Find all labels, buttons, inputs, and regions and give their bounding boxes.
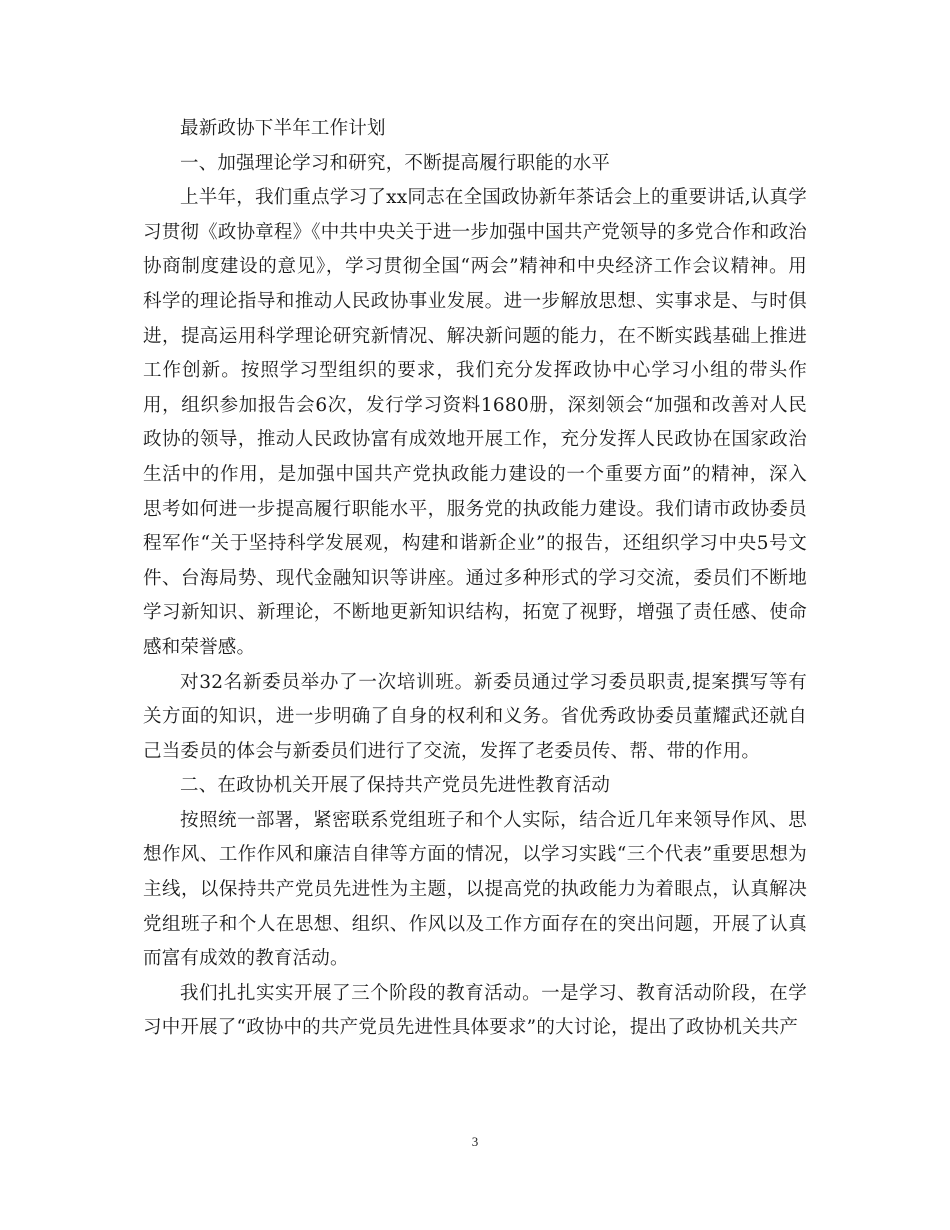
document-body — [143, 112, 807, 1046]
section-heading-2: 二、在政协机关开展了保持共产党员先进性教育活动 — [180, 775, 611, 797]
document-title: 最新政协下半年工作计划 — [180, 118, 386, 139]
section-heading-1: 一、加强理论学习和研究，不断提高履行职能的水平 — [180, 152, 611, 174]
body-paragraph: 对32名新委员举办了一次培训班。新委员通过学习委员职责,提案撰写等有关方面的知识，进一步明确了自身的权利和义务。省优秀政协委员董耀武还就自己当委员的体会与新委员们进行了交流，发挥了老委员传、帮、带的作用。 — [143, 671, 807, 762]
page-number: 3 — [471, 1134, 479, 1149]
body-paragraph: 我们扎扎实实开展了三个阶段的教育活动。一是学习、教育活动阶段，在学习中开展了“政协中的共产党员先进性具体要求”的大讨论，提出了政协机关共产 — [143, 982, 807, 1039]
body-paragraph: 上半年，我们重点学习了xx同志在全国政协新年茶话会上的重要讲话,认真学习贯彻《政协章程》《中共中央关于进一步加强中国共产党领导的多党合作和政治协商制度建设的意见》，学习贯彻全国“两会”精神和中央经济工作会议精神。用科学的理论指导和推动人民政协事业发展。进一步解放思想、实事求是、与时俱进，提高运用科学理论研究新情况、解决新问题的能力，在不断实践基础上推进工作创新。按照学习型组织的要求，我们充分发挥政协中心学习小组的带头作用，组织参加报告会6次，发行学习资料1680册，深刻领会“加强和改善对人民政协的领导，推动人民政协富有成效地开展工作，充分发挥人民政协在国家政治生活中的作用，是加强中国共产党执政能力建设的一个重要方面”的精神，深入思考如何进一步提高履行职能水平，服务党的执政能力建设。我们请市政协委员程军作“关于坚持科学发展观，构建和谐新企业”的报告，还组织学习中央5号文件、台海局势、现代金融知识等讲座。通过多种形式的学习交流，委员们不断地学习新知识、新理论，不断地更新知识结构，拓宽了视野，增强了责任感、使命感和荣誉感。 — [143, 187, 807, 658]
body-paragraph: 按照统一部署，紧密联系党组班子和个人实际，结合近几年来领导作风、思想作风、工作作风和廉洁自律等方面的情况，以学习实践“三个代表”重要思想为主线，以保持共产党员先进性为主题，以提高党的执政能力为着眼点，认真解决党组班子和个人在思想、组织、作风以及工作方面存在的突出问题，开展了认真而富有成效的教育活动。 — [143, 809, 807, 970]
